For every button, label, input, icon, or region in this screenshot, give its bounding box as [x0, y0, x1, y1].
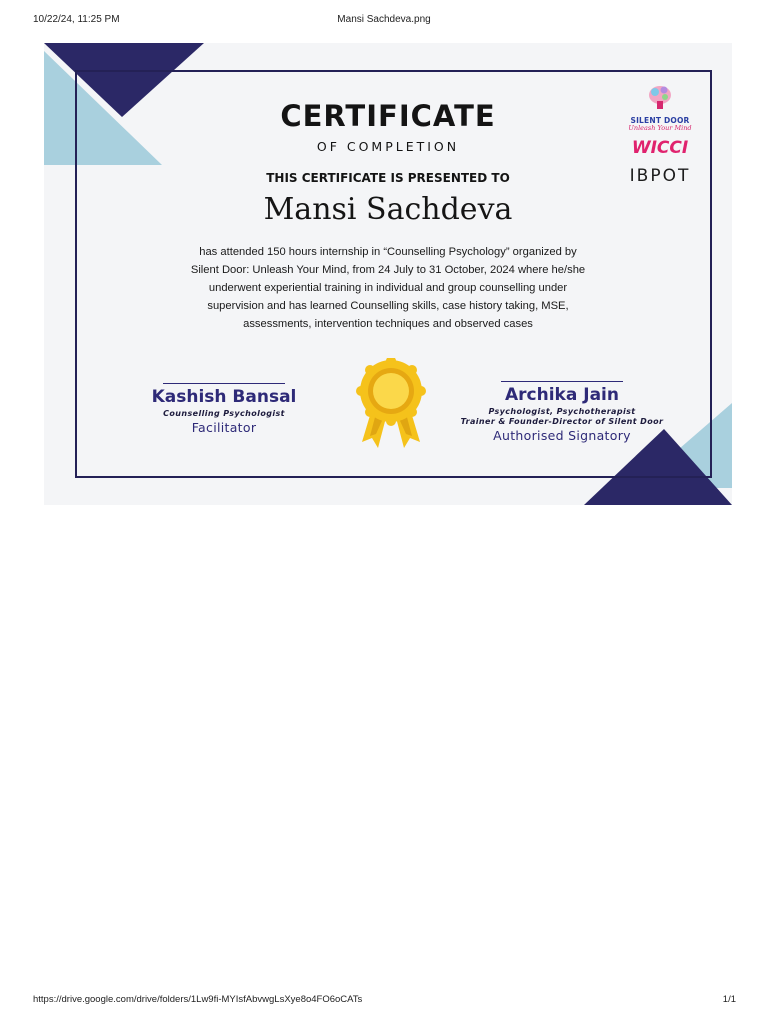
signature-line — [501, 381, 623, 382]
wicci-logo: WICCI — [631, 138, 689, 158]
gold-medal-icon — [356, 358, 426, 452]
signatory-name: Archika Jain — [505, 385, 619, 405]
print-url: https://drive.google.com/drive/folders/1Lw9fi-MYIsfAbvwgLsXye8o4FO6oCATs — [33, 994, 363, 1005]
print-page-number: 1/1 — [722, 994, 736, 1005]
signatory-name: Kashish Bansal — [151, 387, 297, 407]
certificate-title: CERTIFICATE — [280, 99, 496, 133]
ibpot-logo: IBPOT — [629, 166, 691, 186]
silent-door-logo — [618, 81, 702, 132]
certificate-subtitle: OF COMPLETION — [316, 139, 460, 154]
certificate — [44, 43, 732, 505]
signatory-role-secondary: Trainer & Founder-Director of Silent Door — [460, 417, 664, 426]
signatory-title: Facilitator — [191, 420, 257, 435]
certificate-body-text: has attended 150 hours internship in “Counselling Psychology” organized by Silent Door: Unleash Your Mind, from 24 July to 31 October, 2024 where he/she underwent experiential training in individual and group counselling under supervision and has learned Counselling skills, case history taking, MSE, assessments, intervention techniques and observed cases — [190, 246, 586, 330]
signatory-role: Psychologist, Psychotherapist — [488, 407, 636, 416]
recipient-name: Mansi Sachdeva — [263, 192, 513, 227]
presented-to-label: THIS CERTIFICATE IS PRESENTED TO — [266, 171, 510, 185]
signature-block-right — [444, 381, 680, 443]
print-filename: Mansi Sachdeva.png — [337, 14, 431, 25]
signatory-title: Authorised Signatory — [493, 428, 631, 443]
silent-door-title: SILENT DOOR — [630, 116, 690, 125]
signature-line — [163, 383, 285, 384]
partner-logos — [618, 81, 702, 186]
silent-door-tagline: Unleash Your Mind — [628, 124, 692, 132]
print-datetime: 10/22/24, 11:25 PM — [33, 14, 120, 25]
signature-block-left — [144, 383, 304, 435]
signatory-role: Counselling Psychologist — [163, 409, 285, 418]
brain-icon — [645, 81, 675, 111]
